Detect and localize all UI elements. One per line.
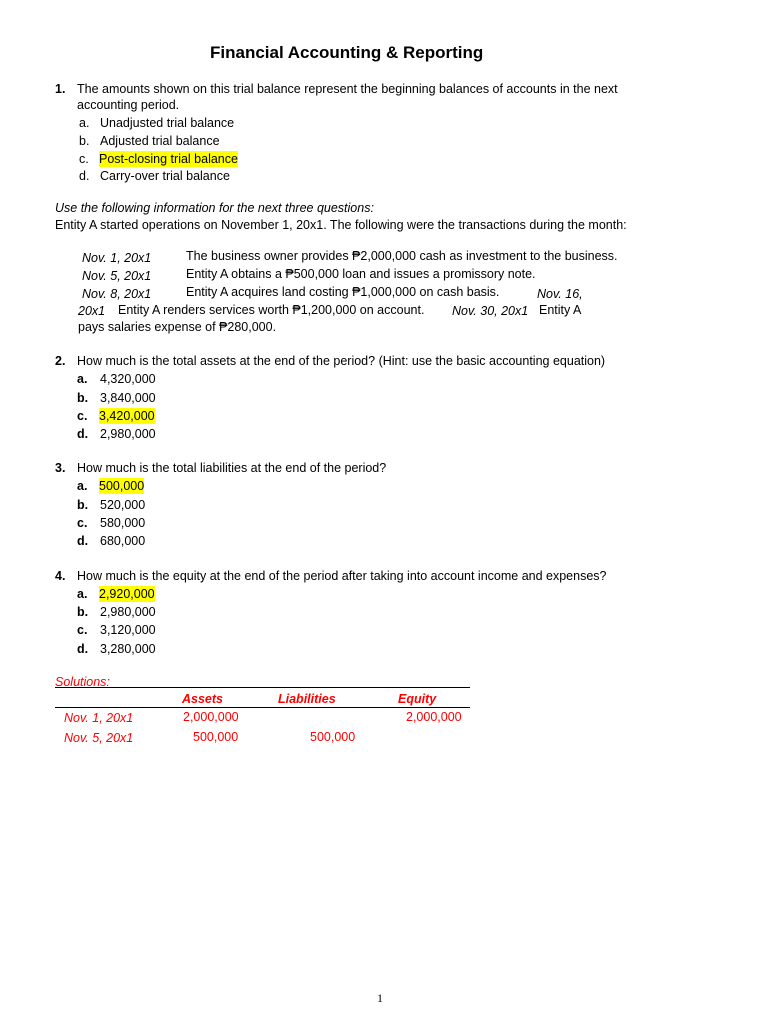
question-4-text: How much is the equity at the end of the period after taking into account income and expenses? (77, 569, 607, 583)
q2-option-letter: a. (77, 372, 88, 386)
transaction-date: Nov. 1, 20x1 (82, 251, 152, 265)
q4-option-letter: a. (77, 587, 88, 601)
q4-option-letter: b. (77, 605, 89, 619)
transaction-text: Entity A obtains a ₱500,000 loan and issues a promissory note. (186, 267, 536, 281)
transaction-text: Entity A (539, 303, 582, 317)
q3-option-text-answer-highlighted: 500,000 (99, 479, 145, 493)
q4-option-text: 3,280,000 (100, 642, 156, 656)
solutions-header-equity: Equity (398, 692, 437, 706)
q3-option-letter: c. (77, 516, 88, 530)
transaction-text: The business owner provides ₱2,000,000 cash as investment to the business. (186, 249, 618, 263)
q1-option-letter: a. (79, 116, 90, 130)
question-1-text-cont: accounting period. (77, 98, 180, 112)
q4-option-letter: d. (77, 642, 89, 656)
solutions-header-rule (55, 707, 470, 708)
question-2-number: 2. (55, 354, 66, 368)
transaction-date: 20x1 (78, 304, 106, 318)
transaction-text: Entity A acquires land costing ₱1,000,000 on cash basis. (186, 285, 500, 299)
q1-option-text: Adjusted trial balance (100, 134, 220, 148)
q2-option-letter: b. (77, 391, 89, 405)
q3-option-text: 520,000 (100, 498, 146, 512)
q4-option-text-answer-highlighted: 2,920,000 (99, 587, 155, 601)
page-title: Financial Accounting & Reporting (210, 43, 484, 62)
q1-option-letter: d. (79, 169, 90, 183)
page-number: 1 (377, 991, 383, 1005)
q1-option-text: Carry-over trial balance (100, 169, 230, 183)
solutions-row-equity: 2,000,000 (406, 710, 462, 724)
q1-option-letter: c. (79, 152, 89, 166)
solutions-header-liabilities: Liabilities (278, 692, 336, 706)
solutions-label: Solutions: (55, 675, 110, 689)
q1-option-text-answer-highlighted: Post-closing trial balance (99, 152, 238, 166)
transaction-date: Nov. 30, 20x1 (452, 304, 529, 318)
solutions-header-assets: Assets (182, 692, 223, 706)
solutions-row-liabilities: 500,000 (310, 730, 356, 744)
question-3-text: How much is the total liabilities at the end of the period? (77, 461, 387, 475)
transaction-date: Nov. 16, (537, 287, 583, 301)
q3-option-letter: a. (77, 479, 88, 493)
q2-option-text: 2,980,000 (100, 427, 156, 441)
info-intro: Use the following information for the next three questions: (55, 201, 374, 215)
question-1-text: The amounts shown on this trial balance represent the beginning balances of accounts in the next (77, 82, 618, 96)
q4-option-text: 2,980,000 (100, 605, 156, 619)
question-1-number: 1. (55, 82, 66, 96)
question-3-number: 3. (55, 461, 66, 475)
q3-option-text: 580,000 (100, 516, 146, 530)
info-line: Entity A started operations on November 1, 20x1. The following were the transactions during the month: (55, 218, 627, 232)
transaction-text: pays salaries expense of ₱280,000. (78, 320, 277, 334)
q3-option-letter: b. (77, 498, 89, 512)
solutions-top-rule (55, 687, 470, 688)
q3-option-letter: d. (77, 534, 89, 548)
question-4-number: 4. (55, 569, 66, 583)
q2-option-text-answer-highlighted: 3,420,000 (99, 409, 155, 423)
transaction-text: Entity A renders services worth ₱1,200,000 on account. (118, 303, 425, 317)
solutions-row-assets: 2,000,000 (183, 710, 239, 724)
q1-option-text: Unadjusted trial balance (100, 116, 235, 130)
q2-option-letter: c. (77, 409, 88, 423)
q4-option-text: 3,120,000 (100, 623, 156, 637)
transaction-date: Nov. 5, 20x1 (82, 269, 152, 283)
solutions-row-date: Nov. 5, 20x1 (64, 731, 134, 745)
q1-option-letter: b. (79, 134, 90, 148)
q2-option-text: 3,840,000 (100, 391, 156, 405)
solutions-row-assets: 500,000 (193, 730, 239, 744)
transaction-date: Nov. 8, 20x1 (82, 287, 152, 301)
q4-option-letter: c. (77, 623, 88, 637)
q2-option-letter: d. (77, 427, 89, 441)
question-2-text: How much is the total assets at the end of the period? (Hint: use the basic accounting equation) (77, 354, 606, 368)
q2-option-text: 4,320,000 (100, 372, 156, 386)
q3-option-text: 680,000 (100, 534, 146, 548)
solutions-row-date: Nov. 1, 20x1 (64, 711, 134, 725)
